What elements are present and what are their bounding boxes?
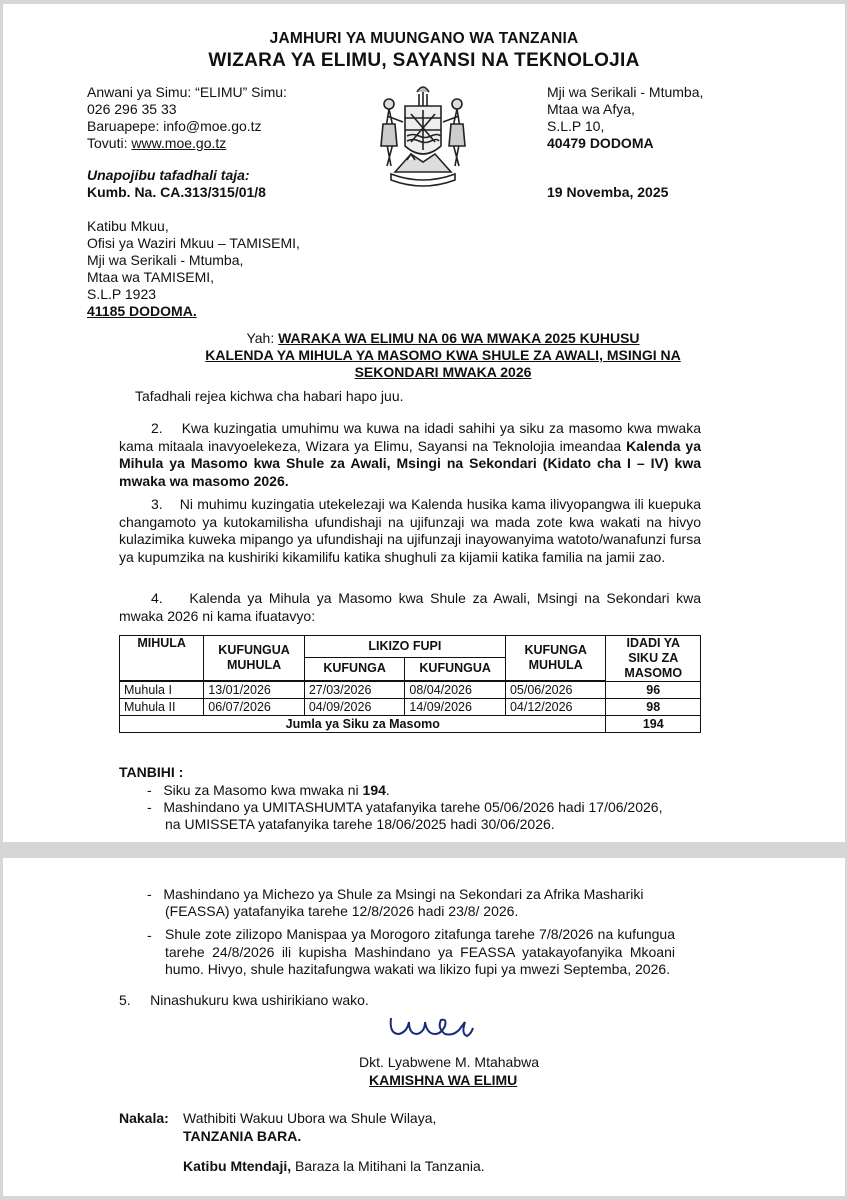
table-total-row: Jumla ya Siku za Masomo 194 — [120, 716, 701, 733]
paragraph-3: 3. Ni muhimu kuzingatia utekelezaji wa Kalenda husika kama ilivyopangwa ili kuepuka changamoto ya kutokamilisha ufundishaji na ujifunzaji wa mada zote kwa wakati na hivyo kulazimika kuweka mipango ya ufundishaji na ujifunzaji inayowanyima watoto/wanafunzi fursa ya kupumzika na kushiriki kikamilifu katika shughuli za kijamii katika familia na jamii zao. — [119, 496, 701, 565]
letter-page-1 — [3, 4, 845, 842]
intro-sentence: Tafadhali rejea kichwa cha habari hapo juu. — [135, 388, 404, 404]
email-line: Baruapepe: info@moe.go.tz — [87, 118, 262, 134]
col-break-kufungua: KUFUNGUA — [405, 658, 506, 680]
note-2-continued: na UMISSETA yatafanyika tarehe 18/06/2025 hadi 30/06/2026. — [165, 816, 555, 832]
paragraph-5: 5. Ninashukuru kwa ushirikiano wako. — [119, 992, 369, 1008]
reply-instruction: Unapojibu tafadhali taja: — [87, 167, 250, 183]
coat-of-arms-icon — [361, 84, 485, 188]
website-line: Tovuti: www.moe.go.tz — [87, 135, 227, 151]
ministry-address-block — [547, 84, 807, 152]
paragraph-2: 2. Kwa kuzingatia umuhimu wa kuwa na idadi sahihi ya siku za masomo kwa mwaka kama mitaala inavyoelekeza, Wizara ya Elimu, Sayansi na Teknolojia imeandaa Kalenda ya Mihula ya Masomo kwa Shule za Awali, Msingi na Sekondari (Kidato cha I – IV) kwa mwaka wa masomo 2026. — [119, 420, 701, 489]
table-row: Muhula I 13/01/2026 27/03/2026 08/04/2026 05/06/2026 96 — [120, 682, 701, 699]
recipient-line: Mtaa wa TAMISEMI, — [87, 269, 215, 285]
recipient-line: S.L.P 1923 — [87, 286, 157, 302]
website-link[interactable]: www.moe.go.tz — [131, 135, 227, 151]
signatory-title: KAMISHNA WA ELIMU — [369, 1072, 518, 1088]
recipient-line: Ofisi ya Waziri Mkuu – TAMISEMI, — [87, 235, 300, 251]
note-2: - Mashindano ya UMITASHUMTA yatafanyika tarehe 05/06/2026 hadi 17/06/2026, — [147, 799, 663, 815]
note-4: Shule zote zilizopo Manispaa ya Morogoro zitafunga tarehe 7/8/2026 na kufungua tarehe 24/8/2026 ili kupisha Mashindano ya FEASSA yatakayofanyika Mkoani humo. Hivyo, shule hazitafungwa wakati wa likizo fupi ya mwezi Septemba, 2026. — [165, 926, 675, 977]
copy-recipient-2: Katibu Mtendaji, Baraza la Mitihani la Tanzania. — [183, 1158, 485, 1174]
paragraph-4: 4. Kalenda ya Mihula ya Masomo kwa Shule za Awali, Msingi na Sekondari kwa mwaka 2026 ni kama ifuatavyo: — [119, 590, 701, 624]
copy-recipient-1: Wathibiti Wakuu Ubora wa Shule Wilaya, — [183, 1110, 437, 1126]
reference-number: Kumb. Na. CA.313/315/01/8 — [87, 184, 266, 200]
address-line: 40479 DODOMA — [547, 135, 654, 151]
signature-icon — [387, 1004, 477, 1044]
col-kufunga-muhula: KUFUNGA MUHULA — [505, 636, 606, 681]
telegraph-line: Anwani ya Simu: “ELIMU” Simu: — [87, 84, 287, 100]
note-3: - Mashindano ya Michezo ya Shule za Msingi na Sekondari za Afrika Mashariki — [147, 886, 644, 902]
col-break-kufunga: KUFUNGA — [304, 658, 405, 680]
header-ministry: WIZARA YA ELIMU, SAYANSI NA TEKNOLOJIA — [208, 50, 640, 71]
address-line: Mji wa Serikali - Mtumba, — [547, 84, 704, 100]
calendar-table — [119, 635, 701, 733]
note-1: - Siku za Masomo kwa mwaka ni 194. — [147, 782, 390, 798]
header-republic: JAMHURI YA MUUNGANO WA TANZANIA — [269, 30, 579, 47]
note-4-dash: - — [147, 927, 152, 943]
notes-title: TANBIHI : — [119, 764, 184, 780]
col-mihula: MIHULA — [120, 636, 204, 681]
phone-line: 026 296 35 33 — [87, 101, 177, 117]
letter-date: 19 Novemba, 2025 — [547, 184, 669, 200]
recipient-line: Katibu Mkuu, — [87, 218, 169, 234]
table-row: Muhula II 06/07/2026 04/09/2026 14/09/2026 04/12/2026 98 — [120, 699, 701, 716]
copy-recipient-1-region: TANZANIA BARA. — [183, 1128, 302, 1144]
subject-heading: Yah: WARAKA WA ELIMU NA 06 WA MWAKA 2025 KUHUSU KALENDA YA MIHULA YA MASOMO KWA SHULE ZA AWALI, MSINGI NA SEKONDARI MWAKA 2026 — [205, 330, 681, 380]
recipient-block — [87, 218, 387, 320]
note-3-continued: (FEASSA) yatafanyika tarehe 12/8/2026 hadi 23/8/ 2026. — [165, 903, 519, 919]
sender-contact-block — [87, 84, 347, 152]
copy-label: Nakala: — [119, 1110, 169, 1126]
recipient-city: 41185 DODOMA. — [87, 303, 197, 319]
signatory-name: Dkt. Lyabwene M. Mtahabwa — [359, 1054, 540, 1070]
address-line: Mtaa wa Afya, — [547, 101, 635, 117]
recipient-line: Mji wa Serikali - Mtumba, — [87, 252, 244, 268]
col-likizo-fupi: LIKIZO FUPI — [304, 636, 505, 658]
address-line: S.L.P 10, — [547, 118, 605, 134]
letter-page-2 — [3, 858, 845, 1196]
col-kufungua-muhula: KUFUNGUA MUHULA — [204, 636, 305, 681]
col-idadi-siku: IDADI YA SIKU ZA MASOMO — [606, 636, 701, 682]
